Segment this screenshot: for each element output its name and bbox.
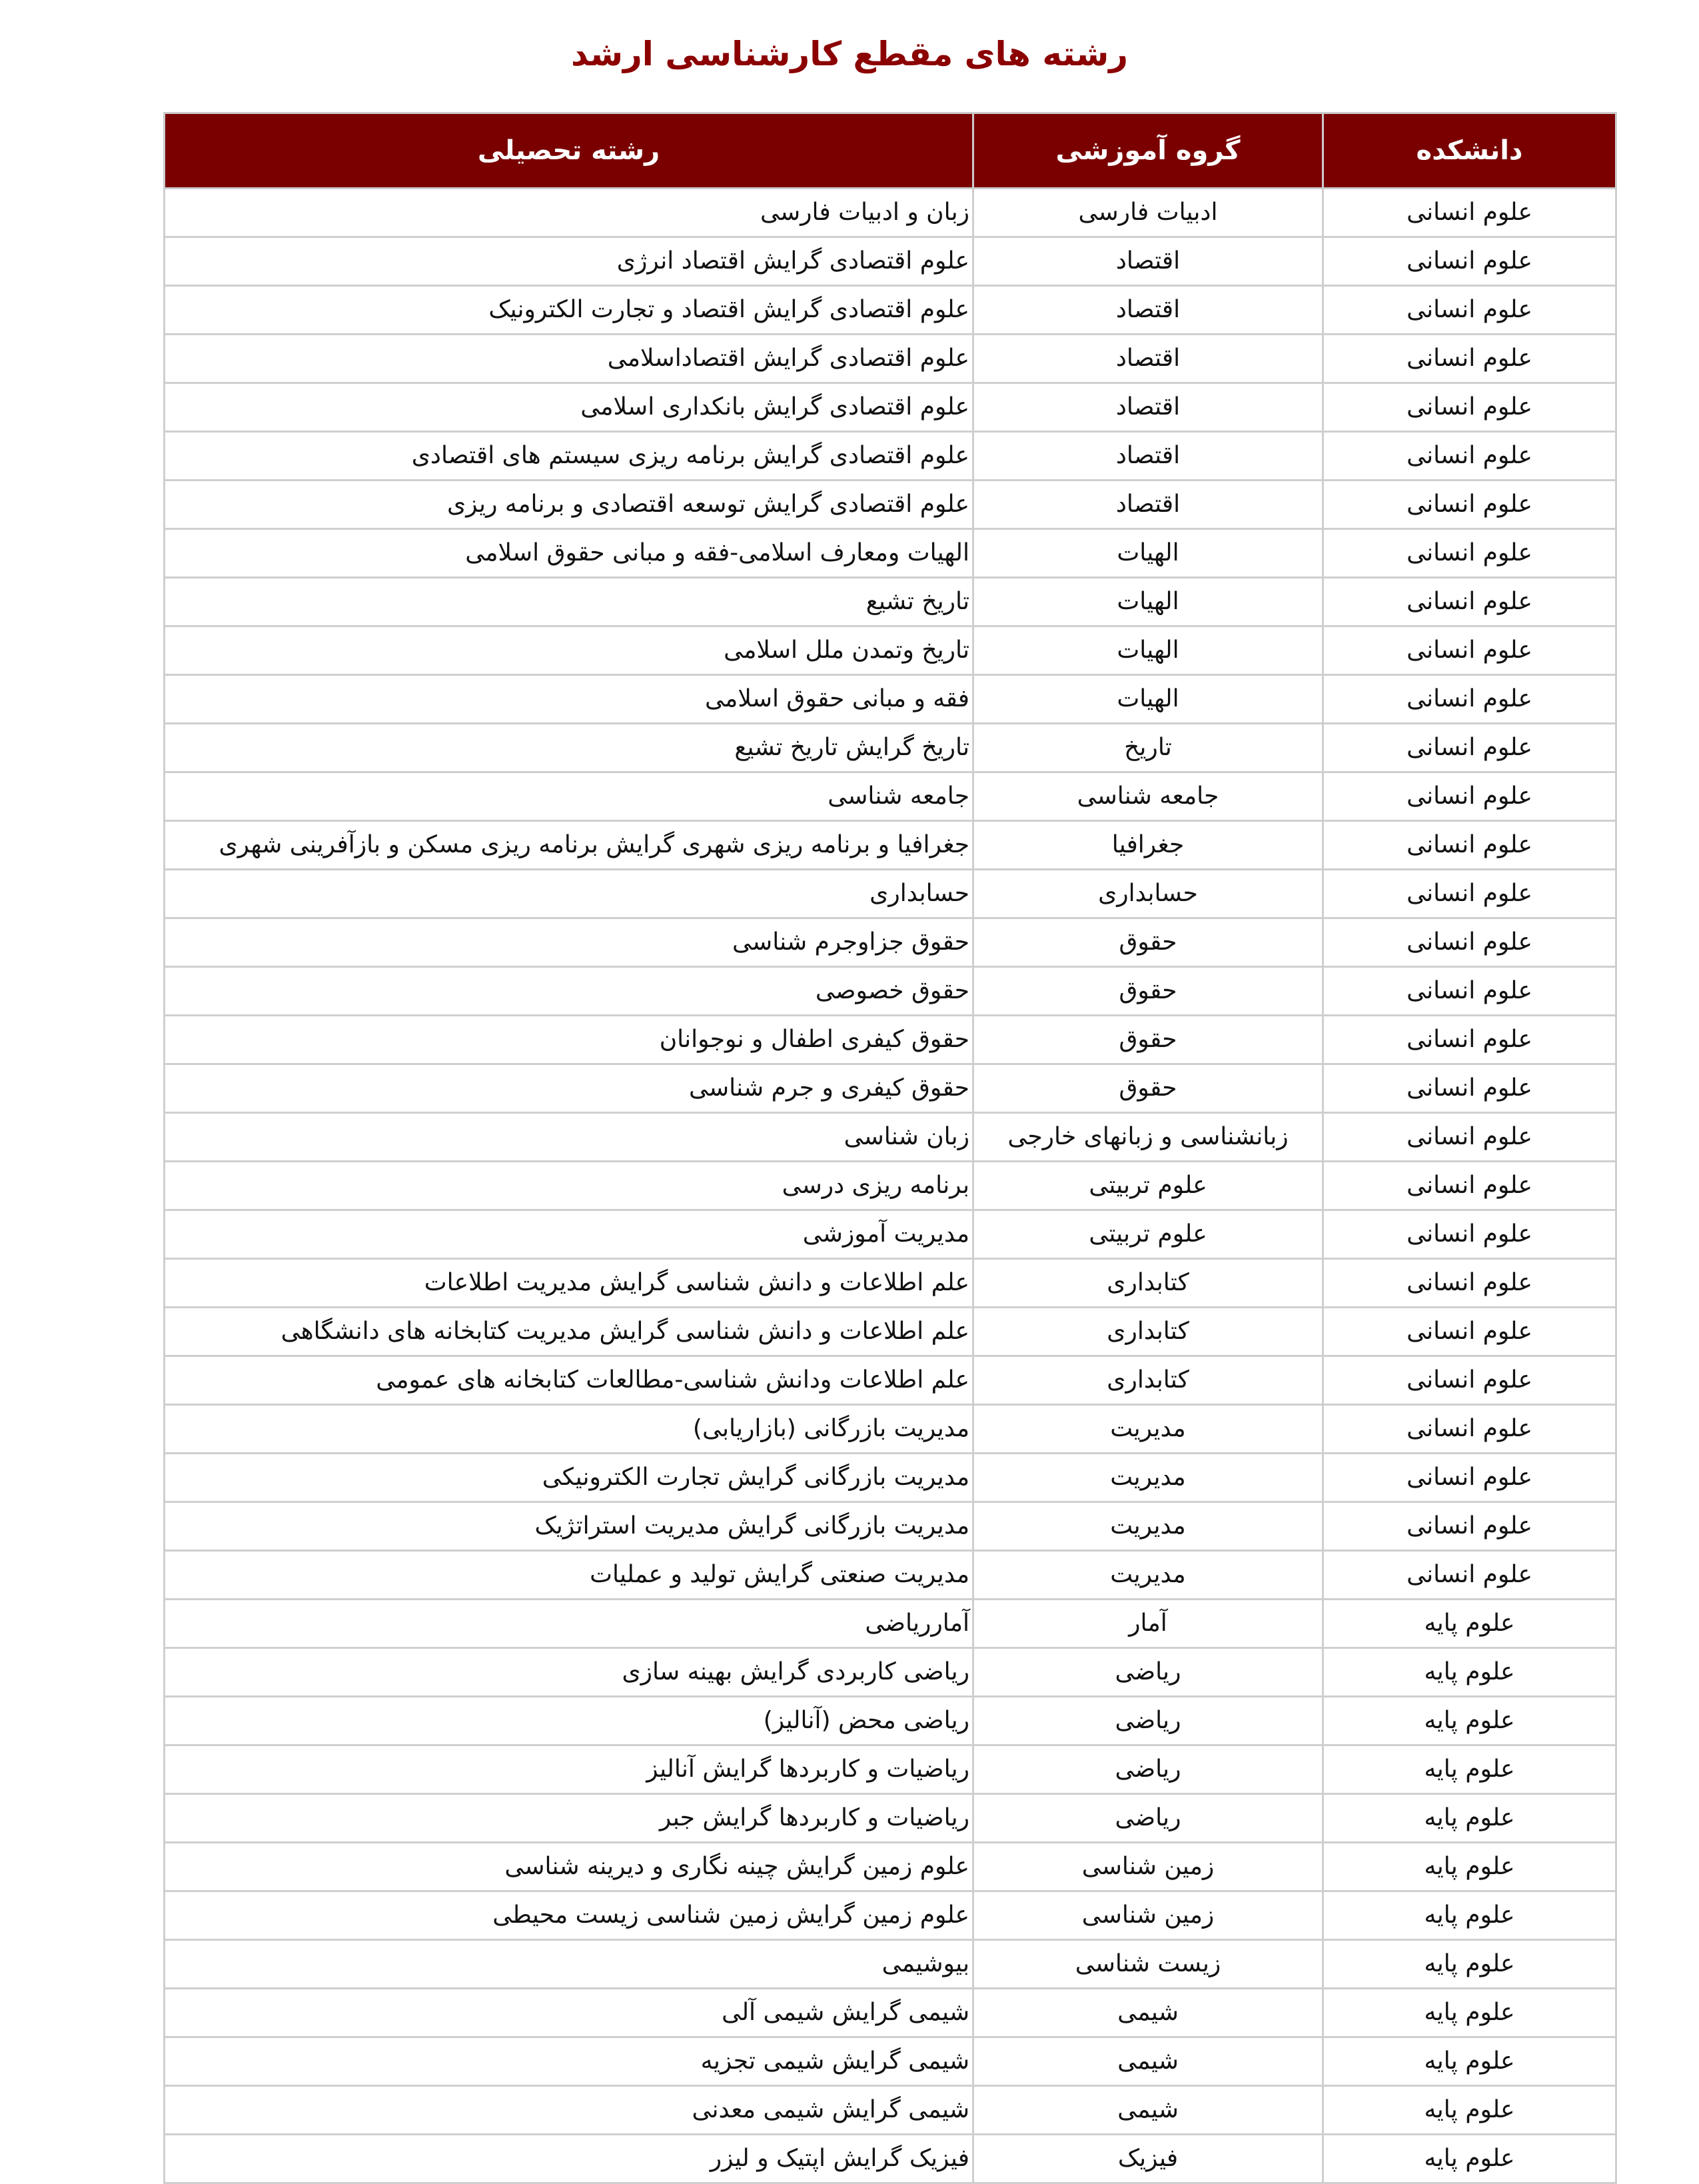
faculty-cell: علوم انسانی xyxy=(1323,237,1616,286)
table-body xyxy=(165,189,1616,2183)
table-row xyxy=(165,432,1616,481)
faculty-cell: علوم پایه xyxy=(1323,1600,1616,1648)
group-cell: آمار xyxy=(973,1600,1323,1648)
major-cell: تاریخ گرایش تاریخ تشیع xyxy=(165,724,973,772)
group-cell: اقتصاد xyxy=(973,237,1323,286)
table-row xyxy=(165,626,1616,675)
faculty-cell: علوم انسانی xyxy=(1323,1210,1616,1259)
header-major: رشته تحصیلی xyxy=(165,113,973,189)
faculty-cell: علوم انسانی xyxy=(1323,335,1616,383)
faculty-cell: علوم پایه xyxy=(1323,2037,1616,2086)
group-cell: ریاضی xyxy=(973,1794,1323,1843)
group-cell: شیمی xyxy=(973,2037,1323,2086)
group-cell: زیست شناسی xyxy=(973,1940,1323,1989)
table-row xyxy=(165,1891,1616,1940)
major-cell: بیوشیمی xyxy=(165,1940,973,1989)
faculty-cell: علوم انسانی xyxy=(1323,918,1616,967)
major-cell: ریاضیات و کاربردها گرایش آنالیز xyxy=(165,1745,973,1794)
faculty-cell: علوم انسانی xyxy=(1323,724,1616,772)
group-cell: جغرافیا xyxy=(973,821,1323,870)
group-cell: علوم تربیتی xyxy=(973,1210,1323,1259)
table-row xyxy=(165,870,1616,918)
faculty-cell: علوم پایه xyxy=(1323,1891,1616,1940)
group-cell: مدیریت xyxy=(973,1454,1323,1502)
major-cell: جغرافیا و برنامه ریزی شهری گرایش برنامه ریزی مسکن و بازآفرینی شهری xyxy=(165,821,973,870)
group-cell: حسابداری xyxy=(973,870,1323,918)
table-row xyxy=(165,2086,1616,2135)
faculty-cell: علوم انسانی xyxy=(1323,1064,1616,1113)
table-row xyxy=(165,1259,1616,1308)
table-row xyxy=(165,1405,1616,1454)
faculty-cell: علوم انسانی xyxy=(1323,772,1616,821)
group-cell: اقتصاد xyxy=(973,286,1323,335)
group-cell: اقتصاد xyxy=(973,383,1323,432)
header-group: گروه آموزشی xyxy=(973,113,1323,189)
group-cell: ادبیات فارسی xyxy=(973,189,1323,237)
table-row xyxy=(165,918,1616,967)
major-cell: زبان و ادبیات فارسی xyxy=(165,189,973,237)
major-cell: علوم اقتصادی گرایش اقتصاداسلامی xyxy=(165,335,973,383)
faculty-cell: علوم پایه xyxy=(1323,1794,1616,1843)
faculty-cell: علوم پایه xyxy=(1323,2086,1616,2135)
table-row xyxy=(165,1064,1616,1113)
major-cell: مدیریت صنعتی گرایش تولید و عملیات xyxy=(165,1551,973,1600)
majors-table xyxy=(163,112,1617,2184)
faculty-cell: علوم انسانی xyxy=(1323,578,1616,626)
table-row xyxy=(165,578,1616,626)
table-row xyxy=(165,821,1616,870)
major-cell: حقوق خصوصی xyxy=(165,967,973,1016)
faculty-cell: علوم پایه xyxy=(1323,1940,1616,1989)
major-cell: آمارریاضی xyxy=(165,1600,973,1648)
major-cell: علم اطلاعات و دانش شناسی گرایش مدیریت اطلاعات xyxy=(165,1259,973,1308)
major-cell: جامعه شناسی xyxy=(165,772,973,821)
major-cell: شیمی گرایش شیمی معدنی xyxy=(165,2086,973,2135)
major-cell: علوم اقتصادی گرایش بانکداری اسلامی xyxy=(165,383,973,432)
group-cell: زبانشناسی و زبانهای خارجی xyxy=(973,1113,1323,1162)
table-row xyxy=(165,1794,1616,1843)
major-cell: علوم زمین گرایش چینه نگاری و دیرینه شناسی xyxy=(165,1843,973,1891)
faculty-cell: علوم انسانی xyxy=(1323,1454,1616,1502)
major-cell: حسابداری xyxy=(165,870,973,918)
group-cell: مدیریت xyxy=(973,1405,1323,1454)
table-row xyxy=(165,1016,1616,1064)
group-cell: اقتصاد xyxy=(973,481,1323,529)
faculty-cell: علوم انسانی xyxy=(1323,1405,1616,1454)
major-cell: علوم اقتصادی گرایش اقتصاد و تجارت الکترونیک xyxy=(165,286,973,335)
major-cell: حقوق جزاوجرم شناسی xyxy=(165,918,973,967)
table-row xyxy=(165,1940,1616,1989)
table-row xyxy=(165,1356,1616,1405)
group-cell: فیزیک xyxy=(973,2135,1323,2183)
table-row xyxy=(165,237,1616,286)
faculty-cell: علوم انسانی xyxy=(1323,1502,1616,1551)
table-row xyxy=(165,724,1616,772)
major-cell: علوم اقتصادی گرایش اقتصاد انرژی xyxy=(165,237,973,286)
faculty-cell: علوم انسانی xyxy=(1323,189,1616,237)
major-cell: فقه و مبانی حقوق اسلامی xyxy=(165,675,973,724)
major-cell: علوم اقتصادی گرایش توسعه اقتصادی و برنامه ریزی xyxy=(165,481,973,529)
table-row xyxy=(165,1551,1616,1600)
faculty-cell: علوم انسانی xyxy=(1323,286,1616,335)
major-cell: شیمی گرایش شیمی آلی xyxy=(165,1989,973,2037)
table-row xyxy=(165,1308,1616,1356)
group-cell: کتابداری xyxy=(973,1308,1323,1356)
faculty-cell: علوم پایه xyxy=(1323,1697,1616,1745)
table-row xyxy=(165,1454,1616,1502)
group-cell: حقوق xyxy=(973,1064,1323,1113)
major-cell: فیزیک گرایش اپتیک و لیزر xyxy=(165,2135,973,2183)
faculty-cell: علوم انسانی xyxy=(1323,1016,1616,1064)
table-row xyxy=(165,1502,1616,1551)
faculty-cell: علوم انسانی xyxy=(1323,1113,1616,1162)
major-cell: علوم زمین گرایش زمین شناسی زیست محیطی xyxy=(165,1891,973,1940)
faculty-cell: علوم پایه xyxy=(1323,2135,1616,2183)
group-cell: کتابداری xyxy=(973,1356,1323,1405)
table-row xyxy=(165,1600,1616,1648)
table-row xyxy=(165,529,1616,578)
group-cell: ریاضی xyxy=(973,1648,1323,1697)
faculty-cell: علوم انسانی xyxy=(1323,626,1616,675)
faculty-cell: علوم انسانی xyxy=(1323,821,1616,870)
group-cell: شیمی xyxy=(973,1989,1323,2037)
table-row xyxy=(165,335,1616,383)
major-cell: شیمی گرایش شیمی تجزیه xyxy=(165,2037,973,2086)
table-header-row xyxy=(165,113,1616,189)
group-cell: الهیات xyxy=(973,578,1323,626)
group-cell: تاریخ xyxy=(973,724,1323,772)
group-cell: ریاضی xyxy=(973,1745,1323,1794)
table-row xyxy=(165,383,1616,432)
faculty-cell: علوم انسانی xyxy=(1323,1356,1616,1405)
major-cell: الهیات ومعارف اسلامی-فقه و مبانی حقوق اسلامی xyxy=(165,529,973,578)
header-faculty: دانشکده xyxy=(1323,113,1616,189)
faculty-cell: علوم پایه xyxy=(1323,1745,1616,1794)
group-cell: الهیات xyxy=(973,529,1323,578)
table-row xyxy=(165,286,1616,335)
group-cell: کتابداری xyxy=(973,1259,1323,1308)
major-cell: برنامه ریزی درسی xyxy=(165,1162,973,1210)
group-cell: الهیات xyxy=(973,675,1323,724)
page-title: رشته های مقطع کارشناسی ارشد xyxy=(570,35,1129,73)
group-cell: مدیریت xyxy=(973,1502,1323,1551)
faculty-cell: علوم انسانی xyxy=(1323,1551,1616,1600)
faculty-cell: علوم انسانی xyxy=(1323,870,1616,918)
faculty-cell: علوم انسانی xyxy=(1323,383,1616,432)
faculty-cell: علوم پایه xyxy=(1323,1648,1616,1697)
group-cell: علوم تربیتی xyxy=(973,1162,1323,1210)
faculty-cell: علوم انسانی xyxy=(1323,1259,1616,1308)
table-row xyxy=(165,675,1616,724)
group-cell: مدیریت xyxy=(973,1551,1323,1600)
major-cell: تاریخ تشیع xyxy=(165,578,973,626)
group-cell: الهیات xyxy=(973,626,1323,675)
group-cell: زمین شناسی xyxy=(973,1891,1323,1940)
group-cell: شیمی xyxy=(973,2086,1323,2135)
table-row xyxy=(165,189,1616,237)
group-cell: حقوق xyxy=(973,1016,1323,1064)
table-row xyxy=(165,2037,1616,2086)
table-row xyxy=(165,1697,1616,1745)
major-cell: ریاضی کاربردی گرایش بهینه سازی xyxy=(165,1648,973,1697)
table-row xyxy=(165,1989,1616,2037)
table-row xyxy=(165,1843,1616,1891)
table-row xyxy=(165,1113,1616,1162)
group-cell: اقتصاد xyxy=(973,335,1323,383)
faculty-cell: علوم انسانی xyxy=(1323,529,1616,578)
major-cell: ریاضی محض (آنالیز) xyxy=(165,1697,973,1745)
major-cell: مدیریت بازرگانی گرایش مدیریت استراتژیک xyxy=(165,1502,973,1551)
major-cell: مدیریت آموزشی xyxy=(165,1210,973,1259)
major-cell: ریاضیات و کاربردها گرایش جبر xyxy=(165,1794,973,1843)
faculty-cell: علوم پایه xyxy=(1323,1843,1616,1891)
major-cell: علم اطلاعات ودانش شناسی-مطالعات کتابخانه های عمومی xyxy=(165,1356,973,1405)
major-cell: حقوق کیفری اطفال و نوجوانان xyxy=(165,1016,973,1064)
group-cell: حقوق xyxy=(973,918,1323,967)
table-row xyxy=(165,1162,1616,1210)
major-cell: علم اطلاعات و دانش شناسی گرایش مدیریت کتابخانه های دانشگاهی xyxy=(165,1308,973,1356)
faculty-cell: علوم انسانی xyxy=(1323,675,1616,724)
table-row xyxy=(165,1210,1616,1259)
table-row xyxy=(165,772,1616,821)
table-row xyxy=(165,967,1616,1016)
faculty-cell: علوم انسانی xyxy=(1323,967,1616,1016)
faculty-cell: علوم انسانی xyxy=(1323,481,1616,529)
group-cell: ریاضی xyxy=(973,1697,1323,1745)
group-cell: جامعه شناسی xyxy=(973,772,1323,821)
table-row xyxy=(165,481,1616,529)
major-cell: تاریخ وتمدن ملل اسلامی xyxy=(165,626,973,675)
faculty-cell: علوم انسانی xyxy=(1323,1162,1616,1210)
group-cell: حقوق xyxy=(973,967,1323,1016)
faculty-cell: علوم پایه xyxy=(1323,1989,1616,2037)
faculty-cell: علوم انسانی xyxy=(1323,432,1616,481)
group-cell: اقتصاد xyxy=(973,432,1323,481)
table-row xyxy=(165,1648,1616,1697)
group-cell: زمین شناسی xyxy=(973,1843,1323,1891)
table-row xyxy=(165,1745,1616,1794)
major-cell: زبان شناسی xyxy=(165,1113,973,1162)
major-cell: حقوق کیفری و جرم شناسی xyxy=(165,1064,973,1113)
major-cell: مدیریت بازرگانی گرایش تجارت الکترونیکی xyxy=(165,1454,973,1502)
major-cell: مدیریت بازرگانی (بازاریابی) xyxy=(165,1405,973,1454)
faculty-cell: علوم انسانی xyxy=(1323,1308,1616,1356)
table-row xyxy=(165,2135,1616,2183)
major-cell: علوم اقتصادی گرایش برنامه ریزی سیستم های اقتصادی xyxy=(165,432,973,481)
